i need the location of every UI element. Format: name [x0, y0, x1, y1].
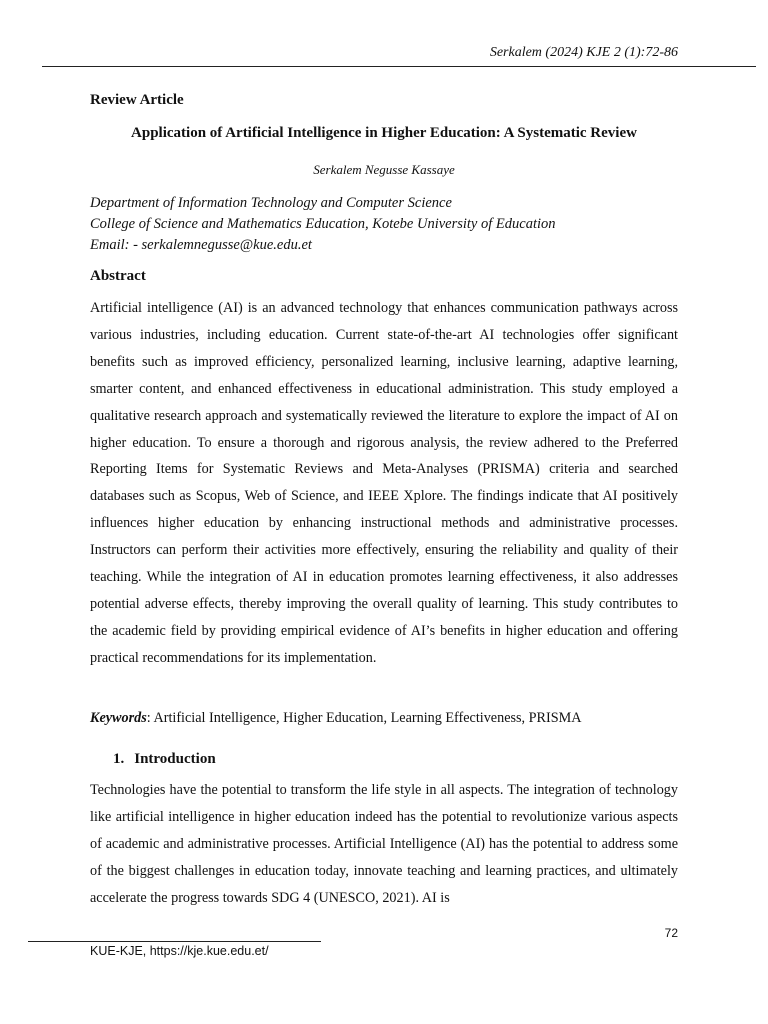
abstract-heading: Abstract [90, 268, 146, 284]
section-number: 1. [113, 751, 125, 767]
keywords-label: Keywords [90, 710, 147, 726]
author-name: Serkalem Negusse Kassaye [313, 162, 455, 177]
college-line: College of Science and Mathematics Education, Kotebe University of Education [90, 216, 556, 232]
footer-rule [28, 941, 321, 942]
header-rule [42, 66, 756, 67]
footer-text: KUE-KJE, https://kje.kue.edu.et/ [90, 944, 269, 958]
abstract-text: Artificial intelligence (AI) is an advanced technology that enhances communication pathways across various industries, including education. Current state-of-the-art AI technologies offer significant benefits such as improved efficiency, personalized learning, inclusive learning, adaptive learning, smarter content, and enhanced effectiveness in educational administration. This study employed a qualitative research approach and systematically reviewed the literature to explore the impact of AI on higher education. To ensure a thorough and rigorous analysis, the review adhered to the Preferred Reporting Items for Systematic Reviews and Meta-Analyses (PRISMA) criteria and searched databases such as Scopus, Web of Science, and IEEE Xplore. The findings indicate that AI positively influences higher education by enhancing instructional methods and administrative processes. Instructors can perform their activities more effectively, ensuring the reliability and quality of their teaching. While the integration of AI in education promotes learning effectiveness, it also addresses potential adverse effects, thereby improving the overall quality of learning. This study contributes to the academic field by providing empirical evidence of AI’s benefits in higher education and offering practical recommendations for its implementation. [90, 300, 678, 666]
department-line: Department of Information Technology and Computer Science [90, 195, 452, 211]
keywords-separator: : [146, 710, 154, 726]
keywords-text: Artificial Intelligence, Higher Education, Learning Effectiveness, PRISMA [153, 710, 582, 726]
page-number: 72 [664, 926, 678, 940]
introduction-text: Technologies have the potential to transform the life style in all aspects. The integration of technology like artificial intelligence in higher education indeed has the potential to revolutionize various aspects of academic and administrative processes. Artificial Intelligence (AI) has the potential to address some of the biggest challenges in education today, innovate teaching and learning practices, and ultimately accelerate the progress towards SDG 4 (UNESCO, 2021). AI is [90, 782, 678, 906]
keywords-line [90, 710, 690, 727]
affiliation-block [90, 193, 690, 256]
article-type: Review Article [90, 92, 184, 108]
paper-title: Application of Artificial Intelligence in Higher Education: A Systematic Review [131, 125, 637, 141]
introduction-heading [113, 751, 216, 768]
email-line: Email: - serkalemnegusse@kue.edu.et [90, 237, 312, 253]
section-title: Introduction [134, 751, 216, 767]
running-head: Serkalem (2024) KJE 2 (1):72-86 [489, 45, 678, 60]
